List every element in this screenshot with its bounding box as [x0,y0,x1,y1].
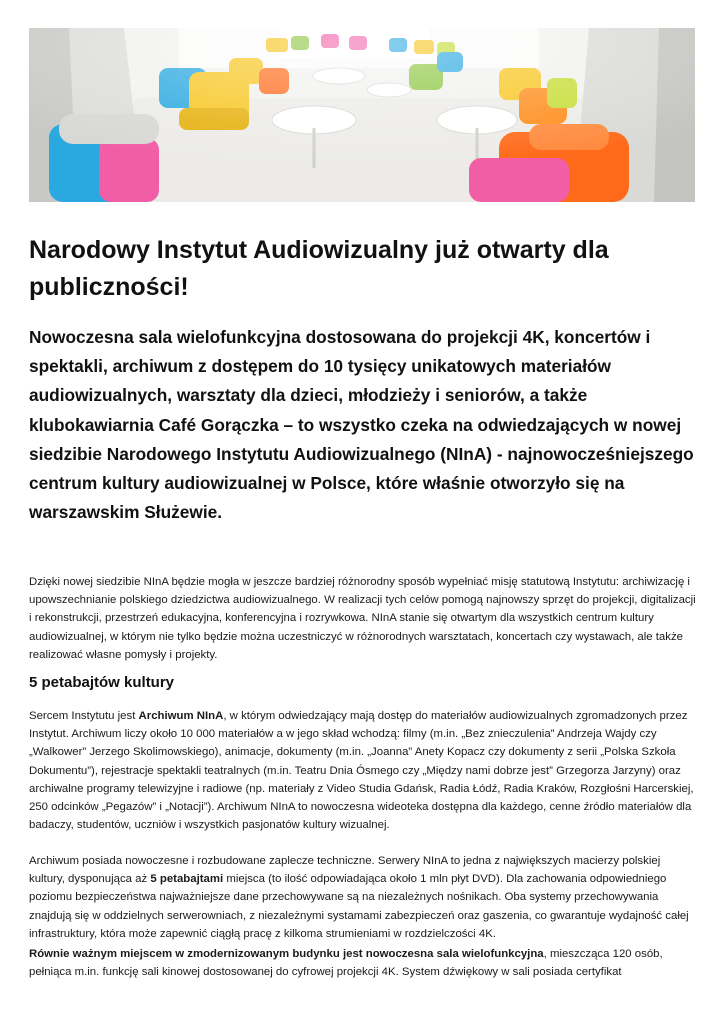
paragraph-servers [29,852,697,943]
paragraph-servers-bold: 5 petabajtami [150,873,224,886]
paragraph-archive-text-a: Sercem Instytutu jest [29,710,139,722]
article-title: Narodowy Instytut Audiowizualny już otwarty dla publiczności! [29,236,609,301]
paragraph-mission: Dzięki nowej siedzibie NInA będzie mogła w jeszcze bardziej różnorodny sposób wypełniać misję statutową Instytutu: archiwizację i upowszechnianie polskiego dziedzictwa audiowizualnego. W realizacji tych celów pomogą najnowszy sprzęt do projekcji, digitalizacji i rekonstrukcji, przestrzeń edukacyjna, konferencyjna i rozrywkowa. NInA stanie się otwartym dla wszystkich centrum kultury audiowizualnej, w którym nie tylko będzie można uczestniczyć w różnorodnych warsztatach, koncertach czy wystawach, ale także realizować własne pomysły i projekty. [29,576,696,661]
paragraph-hall-bold: Równie ważnym miejscem w zmodernizowanym budynku jest nowoczesna sala wielofunkcyjna [29,948,544,960]
hero-photo [29,28,695,202]
paragraph-archive-bold: Archiwum NInA [138,710,224,722]
paragraph-servers-text-b: miejsca (to ilość odpowiadająca około 1 mln płyt DVD). Dla zachowania odpowiedniego poziomu bezpieczeństwa najważniejsze dane przechowywane są na niezależnych nośnikach. Oba systemy przechowywania znajdują się w oddzielnych serwerowniach, z niezależnymi systamami zabezpieczeń oraz gaszenia, co gwarantuje wydajność całej infrastruktury, która może zapewnić ciągłą pracę z kilkoma strumieniami w rozdzielczości 4K. [29,873,689,940]
paragraph-servers-text-a: Archiwum posiada nowoczesne i rozbudowane zaplecze techniczne. Serwery NInA to jedna z największych macierzy polskiej kultury, dysponująca aż [29,855,661,886]
article-lead: Nowoczesna sala wielofunkcyjna dostosowana do projekcji 4K, koncertów i spektakli, archiwum z dostępem do 10 tysięcy unikatowych materiałów audiowizualnych, warsztaty dla dzieci, młodzieży i seniorów, a także klubokawiarnia Café Gorączka – to wszystko czeka na odwiedzających w nowej siedzibie Narodowego Instytutu Audiowizualnego (NInA) - najnowocześniejszego centrum kultury audiowizualnej w Polsce, które właśnie otworzyło się na warszawskim Służewie. [29,327,694,523]
paragraph-hall [29,945,697,981]
paragraph-hall-text-b: , mieszcząca 120 osób, pełniąca m.in. funkcję sali kinowej dostosowanej do cyfrowej projekcji 4K. System dźwiękowy w sali posiada certyfikat [29,948,663,979]
paragraph-archive-text-b: , w którym odwiedzający mają dostęp do materiałów audiowizualnych zgromadzonych przez Instytut. Archiwum liczy około 10 000 materiałów a w jego skład wchodzą: filmy (m.in. „Bez znieczulenia” Andrzeja Wajdy czy „Walkower” Jerzego Skolimowskiego), animacje, dokumenty (m.in. „Joanna” Anety Kopacz czy dokumenty z serii „Polska Szkoła Dokumentu”), rejestracje spektakli teatralnych (m.in. Teatru Dnia Ósmego czy „Między nami dobrze jest” Grzegorza Jarzyny) oraz archiwalne programy telewizyjne i radiowe (np. materiały z Video Studia Gdańsk, Radia Łódź, Radia Kraków, Rozgłośni Harcerskiej, 250 odcinków „Pegazów” i „Notacji”). Archiwum NInA to nowoczesna wideoteka dostępna dla każdego, cenne źródło materiałów dla badaczy, studentów, uczniów i wszystkich pasjonatów kultury wizualnej. [29,710,694,832]
lounge-furniture-image [29,28,695,202]
section-heading: 5 petabajtów kultury [29,674,175,691]
paragraph-archive [29,707,697,834]
